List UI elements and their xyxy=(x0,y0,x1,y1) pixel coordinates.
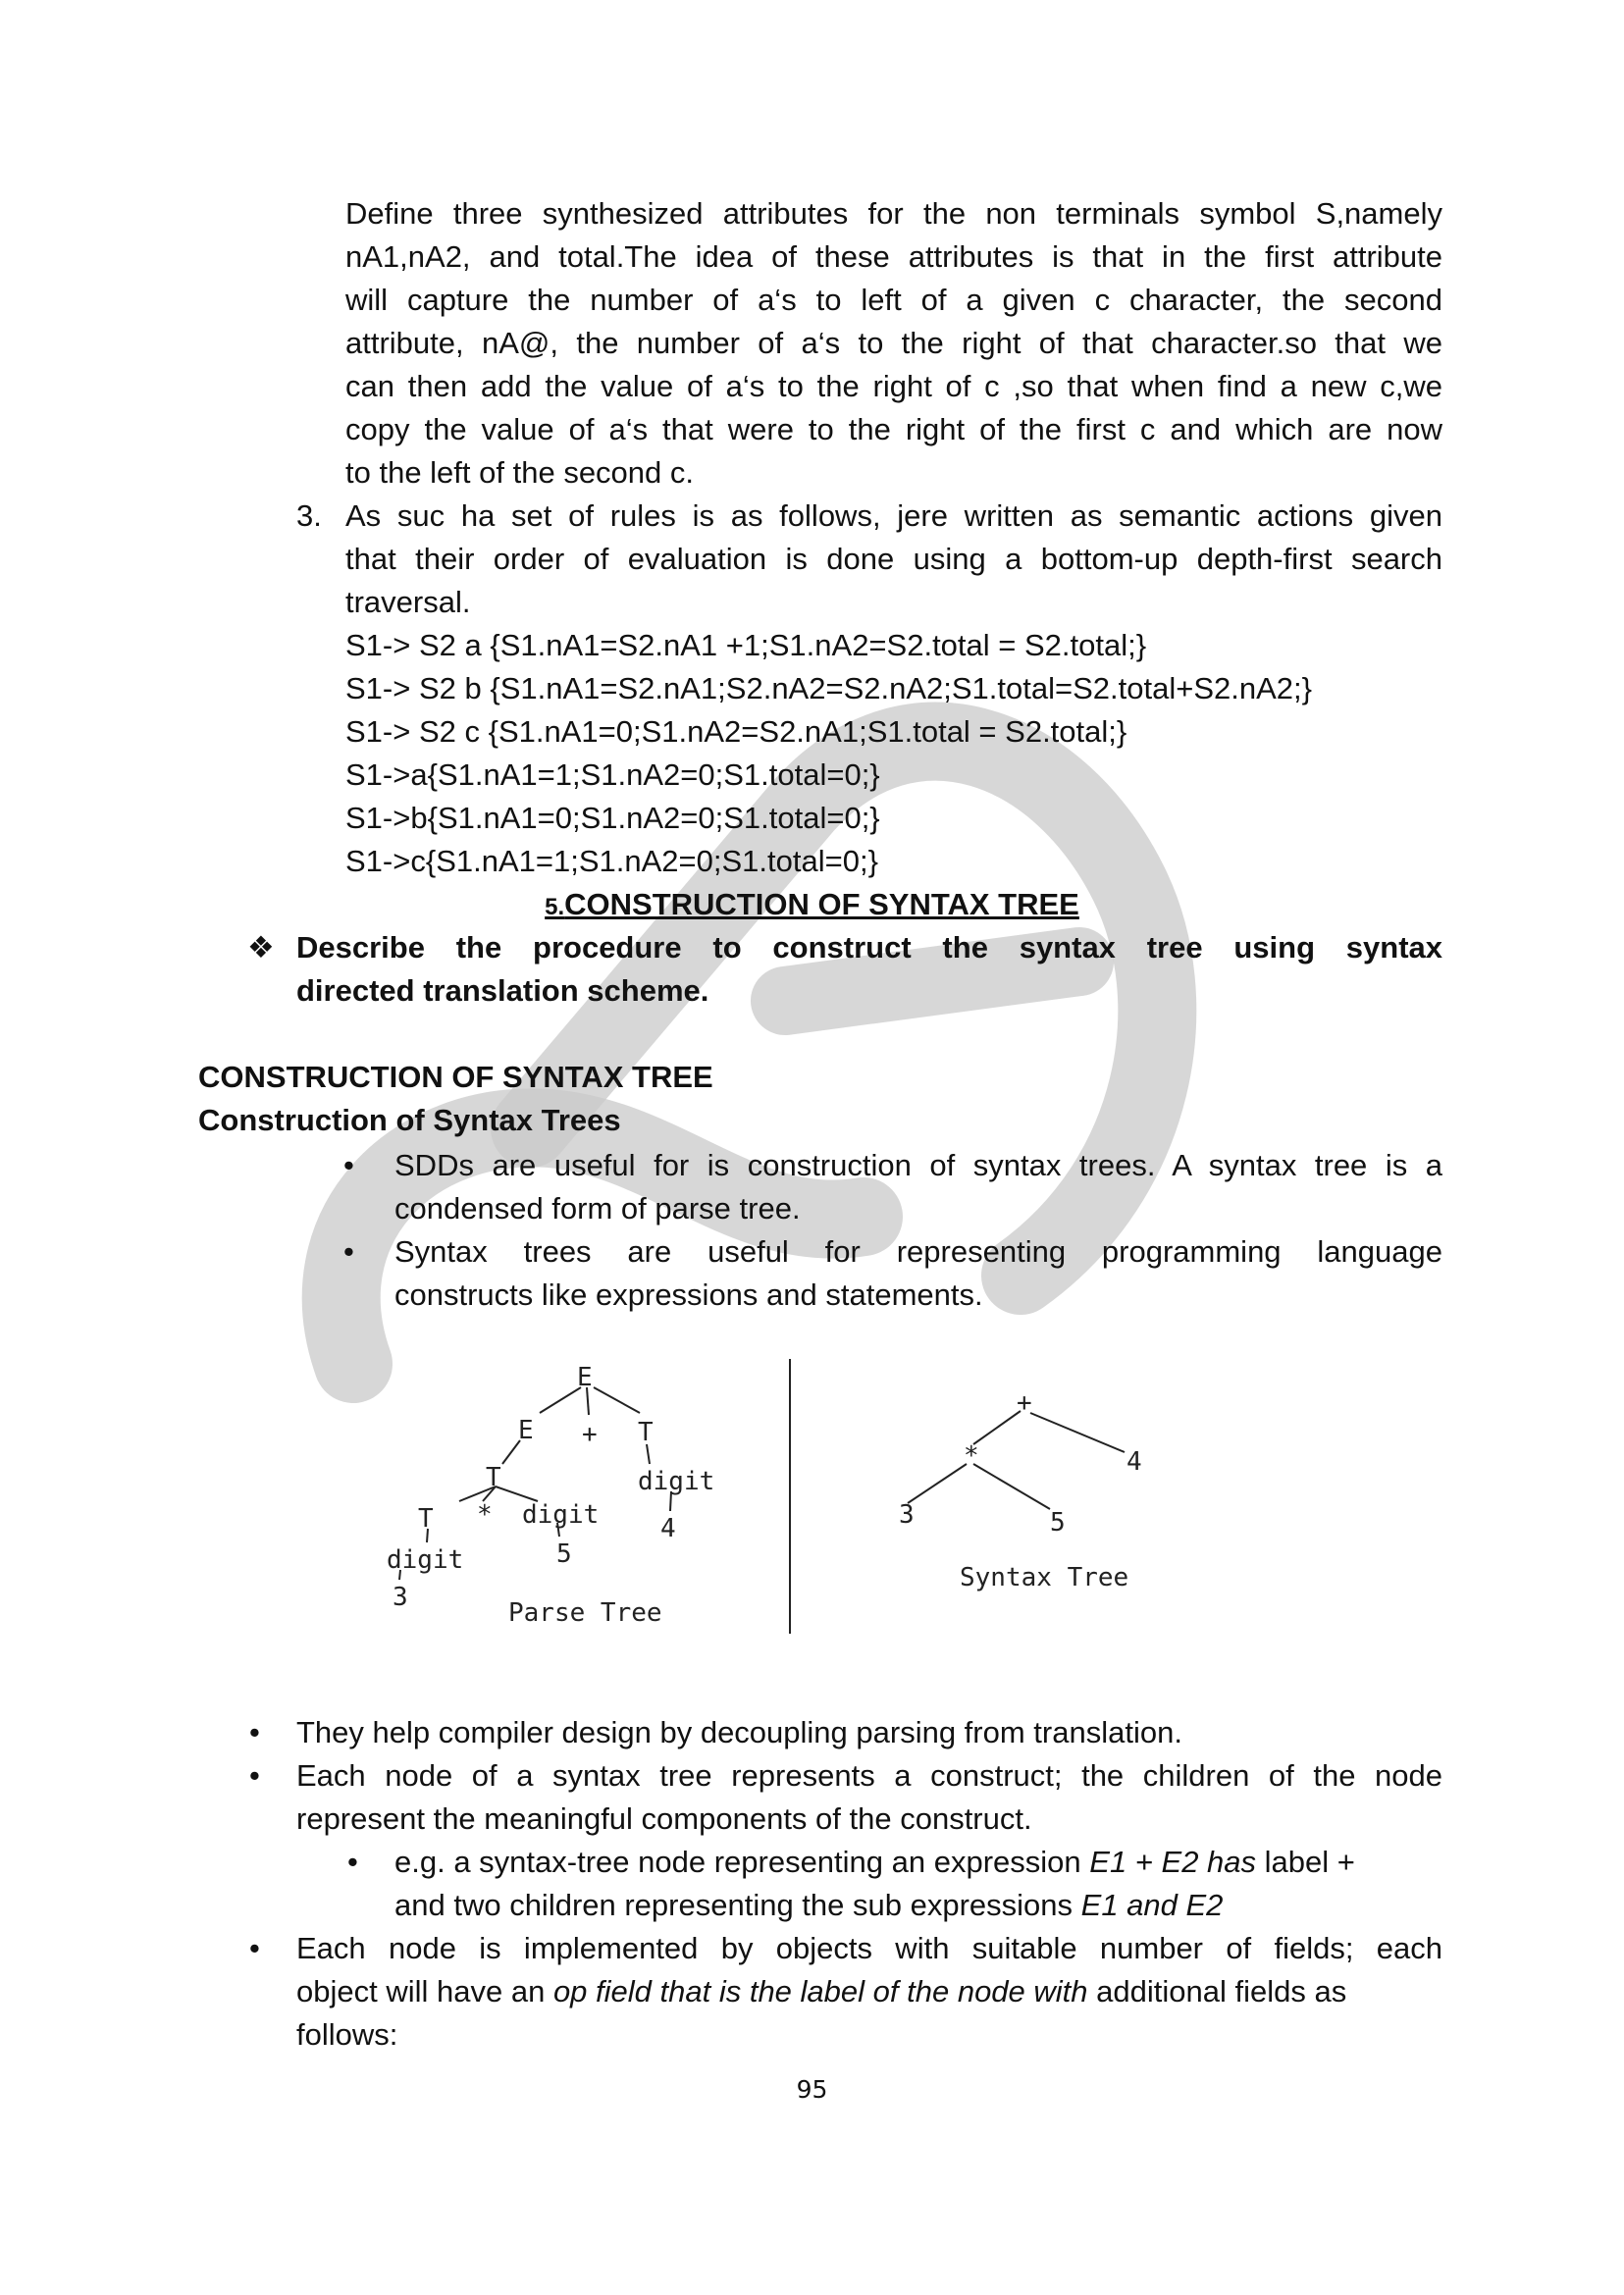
rule-line: S1->c{S1.nA1=1;S1.nA2=0;S1.total=0;} xyxy=(345,844,878,878)
bullet-line: Syntax trees are useful for representing programming language xyxy=(394,1234,1442,1269)
bullet-line: object will have an op field that is the label of the node with additional fields as xyxy=(296,1974,1347,2008)
rule-line: S1-> S2 b {S1.nA1=S2.nA1;S2.nA2=S2.nA2;S1.total=S2.total+S2.nA2;} xyxy=(345,671,1312,705)
section-title-text: CONSTRUCTION OF SYNTAX TREE xyxy=(564,887,1079,921)
section-number: 5. xyxy=(545,894,565,920)
sub-bullet-icon: • xyxy=(347,1845,358,1879)
syntax-node-3: 3 xyxy=(899,1500,915,1530)
parse-node-star: * xyxy=(477,1500,493,1530)
section-title xyxy=(0,883,1624,929)
bullet-icon: • xyxy=(343,1148,354,1182)
syntax-tree-caption: Syntax Tree xyxy=(960,1563,1129,1592)
bullet-icon: • xyxy=(343,1234,354,1269)
question-line: Describe the procedure to construct the syntax tree using syntax xyxy=(296,930,1442,965)
diamond-bullet-icon: ❖ xyxy=(247,930,275,965)
rule-line: S1-> S2 a {S1.nA1=S2.nA1 +1;S1.nA2=S2.total = S2.total;} xyxy=(345,628,1147,662)
parse-tree-caption: Parse Tree xyxy=(508,1598,662,1628)
parse-node-plus: + xyxy=(582,1420,598,1449)
bullet-line: represent the meaningful components of the construct. xyxy=(296,1801,1032,1836)
parse-node-E: E xyxy=(518,1416,534,1445)
syntax-node-plus: + xyxy=(1017,1388,1032,1418)
parse-node-E-root: E xyxy=(577,1363,593,1392)
item3-line: that their order of evaluation is done using a bottom-up depth-first search xyxy=(345,542,1442,576)
heading-construction-sub: Construction of Syntax Trees xyxy=(198,1103,621,1137)
parse-node-T: T xyxy=(418,1504,434,1534)
rule-line: S1->b{S1.nA1=0;S1.nA2=0;S1.total=0;} xyxy=(345,801,880,835)
bullet-line: constructs like expressions and statements. xyxy=(394,1278,983,1312)
rule-line: S1-> S2 c {S1.nA1=0;S1.nA2=S2.nA1;S1.total = S2.total;} xyxy=(345,714,1127,749)
bullet-line: SDDs are useful for is construction of syntax trees. A syntax tree is a xyxy=(394,1148,1442,1182)
bullet-line: Each node of a syntax tree represents a construct; the children of the node xyxy=(296,1758,1442,1793)
bullet-line: Each node is implemented by objects with suitable number of fields; each xyxy=(296,1931,1442,1965)
bullet-icon: • xyxy=(249,1931,260,1965)
para1-line: Define three synthesized attributes for the non terminals symbol S,namely xyxy=(345,196,1442,231)
bullet-line: They help compiler design by decoupling parsing from translation. xyxy=(296,1715,1182,1749)
para1-line: attribute, nA@, the number of a‘s to the right of that character.so that we xyxy=(345,326,1442,360)
sub-bullet-line: e.g. a syntax-tree node representing an expression E1 + E2 has label + xyxy=(394,1845,1355,1879)
para1-line: nA1,nA2, and total.The idea of these attributes is that in the first attribute xyxy=(345,239,1442,274)
parse-node-T: T xyxy=(486,1463,501,1492)
question-line: directed translation scheme. xyxy=(296,973,709,1008)
bullet-icon: • xyxy=(249,1758,260,1793)
para1-line: to the left of the second c. xyxy=(345,455,695,490)
syntax-node-5: 5 xyxy=(1050,1508,1066,1538)
sub-bullet-line: and two children representing the sub expressions E1 and E2 xyxy=(394,1888,1224,1922)
tree-diagram xyxy=(373,1354,1236,1648)
list-number: 3. xyxy=(296,498,322,533)
syntax-node-4: 4 xyxy=(1126,1447,1142,1477)
bullet-line: follows: xyxy=(296,2017,398,2052)
para1-line: will capture the number of a‘s to left of a given c character, the second xyxy=(345,283,1442,317)
item3-line: As suc ha set of rules is as follows, jere written as semantic actions given xyxy=(345,498,1442,533)
parse-node-digit: digit xyxy=(387,1545,464,1575)
parse-node-5: 5 xyxy=(556,1539,572,1569)
bullet-line: condensed form of parse tree. xyxy=(394,1191,801,1226)
rule-line: S1->a{S1.nA1=1;S1.nA2=0;S1.total=0;} xyxy=(345,757,880,792)
para1-line: copy the value of a‘s that were to the right of the first c and which are now xyxy=(345,412,1442,446)
parse-node-digit: digit xyxy=(522,1500,600,1530)
heading-construction: CONSTRUCTION OF SYNTAX TREE xyxy=(198,1060,713,1094)
parse-node-T: T xyxy=(638,1418,654,1447)
para1-line: can then add the value of a‘s to the right of c ,so that when find a new c,we xyxy=(345,369,1442,403)
item3-line: traversal. xyxy=(345,585,471,619)
parse-node-3: 3 xyxy=(393,1583,408,1612)
parse-node-4: 4 xyxy=(660,1514,676,1543)
syntax-node-star: * xyxy=(964,1441,979,1471)
page-number: 95 xyxy=(796,2075,828,2104)
parse-node-digit: digit xyxy=(638,1467,715,1496)
bullet-icon: • xyxy=(249,1715,260,1749)
